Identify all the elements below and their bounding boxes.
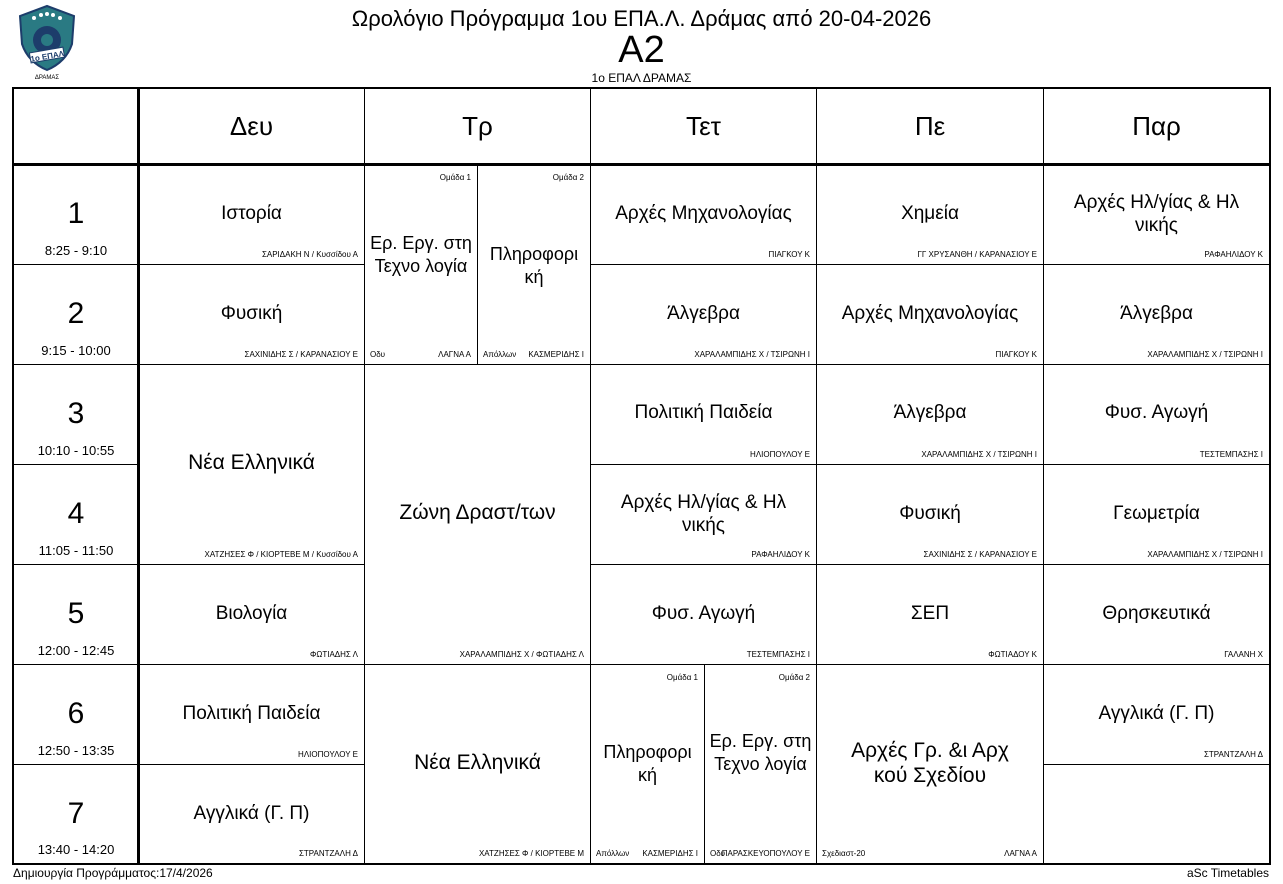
lesson-tue-3-5[interactable]: Ζώνη Δραστ/των ΧΑΡΑΛΑΜΠΙΔΗΣ Χ / ΦΩΤΙΑΔΗΣ Λ	[365, 365, 591, 665]
period-1: 1 8:25 - 9:10	[14, 165, 139, 265]
footer-generator: aSc Timetables	[1186, 866, 1269, 880]
lesson-fri-3[interactable]: Φυσ. Αγωγή ΤΕΣΤΕΜΠΑΣΗΣ Ι	[1044, 365, 1269, 465]
period-4: 4 11:05 - 11:50	[14, 465, 139, 565]
lesson-mon-7[interactable]: Αγγλικά (Γ. Π) ΣΤΡΑΝΤΖΑΛΗ Δ	[139, 765, 365, 863]
lesson-fri-2[interactable]: Άλγεβρα ΧΑΡΑΛΑΜΠΙΔΗΣ Χ / ΤΣΙΡΩΝΗ Ι	[1044, 265, 1269, 365]
lesson-fri-6[interactable]: Αγγλικά (Γ. Π) ΣΤΡΑΝΤΖΑΛΗ Δ	[1044, 665, 1269, 765]
day-header-mon: Δευ	[139, 89, 365, 165]
lesson-thu-2[interactable]: Αρχές Μηχανολογίας ΠΙΑΓΚΟΥ Κ	[817, 265, 1044, 365]
lesson-thu-1[interactable]: Χημεία ΓΓ ΧΡΥΣΑΝΘΗ / ΚΑΡΑΝΑΣΙΟΥ Ε	[817, 165, 1044, 265]
lesson-tue-6-7[interactable]: Νέα Ελληνικά ΧΑΤΖΗΣΕΣ Φ / ΚΙΟΡΤΕΒΕ Μ	[365, 665, 591, 863]
period-5: 5 12:00 - 12:45	[14, 565, 139, 665]
school-name: 1ο ΕΠΑΛ ΔΡΑΜΑΣ	[591, 71, 692, 85]
lesson-fri-5[interactable]: Θρησκευτικά ΓΑΛΑΝΗ Χ	[1044, 565, 1269, 665]
lesson-thu-3[interactable]: Άλγεβρα ΧΑΡΑΛΑΜΠΙΔΗΣ Χ / ΤΣΙΡΩΝΗ Ι	[817, 365, 1044, 465]
header-row-divider	[14, 163, 1269, 166]
period-3: 3 10:10 - 10:55	[14, 365, 139, 465]
lesson-thu-5[interactable]: ΣΕΠ ΦΩΤΙΑΔΟΥ Κ	[817, 565, 1044, 665]
lesson-thu-4[interactable]: Φυσική ΣΑΧΙΝΙΔΗΣ Σ / ΚΑΡΑΝΑΣΙΟΥ Ε	[817, 465, 1044, 565]
footer-created: Δημιουργία Προγράμματος:17/4/2026	[13, 866, 213, 880]
lesson-tue-1-2-group-2[interactable]: Ομάδα 2 Πληροφορι κή Απόλλων ΚΑΣΜΕΡΙΔΗΣ Ι	[478, 165, 591, 365]
day-header-tue: Τρ	[365, 89, 591, 165]
lesson-mon-5[interactable]: Βιολογία ΦΩΤΙΑΔΗΣ Λ	[139, 565, 365, 665]
day-header-wed: Τετ	[591, 89, 817, 165]
period-column-divider	[137, 89, 140, 863]
class-name: Α2	[618, 29, 665, 71]
period-6: 6 12:50 - 13:35	[14, 665, 139, 765]
page-title: Ωρολόγιο Πρόγραμμα 1ου ΕΠΑ.Λ. Δράμας από 20-04-2026	[351, 6, 932, 31]
lesson-mon-3-4[interactable]: Νέα Ελληνικά ΧΑΤΖΗΣΕΣ Φ / ΚΙΟΡΤΕΒΕ Μ / Κυσσίδου Α	[139, 365, 365, 565]
lesson-wed-3[interactable]: Πολιτική Παιδεία ΗΛΙΟΠΟΥΛΟΥ Ε	[591, 365, 817, 465]
period-2: 2 9:15 - 10:00	[14, 265, 139, 365]
period-7: 7 13:40 - 14:20	[14, 765, 139, 863]
day-header-fri: Παρ	[1044, 89, 1269, 165]
lesson-wed-2[interactable]: Άλγεβρα ΧΑΡΑΛΑΜΠΙΔΗΣ Χ / ΤΣΙΡΩΝΗ Ι	[591, 265, 817, 365]
svg-text:1ο ΕΠΑΛ: 1ο ΕΠΑΛ	[29, 49, 65, 64]
lesson-wed-6-7-group-2[interactable]: Ομάδα 2 Ερ. Εργ. στη Τεχνο λογία Οδυ ΠΑΡΑΣΚΕΥΟΠΟΥΛΟΥ Ε	[705, 665, 817, 863]
lesson-thu-6-7[interactable]: Αρχές Γρ. &ι Αρχ κού Σχεδίου Σχεδιαστ-20 ΛΑΓΝΑ Α	[817, 665, 1044, 863]
empty-fri-7	[1044, 765, 1269, 863]
lesson-tue-1-2-group-1[interactable]: Ομάδα 1 Ερ. Εργ. στη Τεχνο λογία Οδυ ΛΑΓΝΑ Α	[365, 165, 478, 365]
timetable-grid	[12, 87, 1271, 865]
lesson-mon-6[interactable]: Πολιτική Παιδεία ΗΛΙΟΠΟΥΛΟΥ Ε	[139, 665, 365, 765]
corner-cell	[14, 89, 139, 165]
lesson-wed-4[interactable]: Αρχές Ηλ/γίας & Ηλ νικής ΡΑΦΑΗΛΙΔΟΥ Κ	[591, 465, 817, 565]
lesson-fri-4[interactable]: Γεωμετρία ΧΑΡΑΛΑΜΠΙΔΗΣ Χ / ΤΣΙΡΩΝΗ Ι	[1044, 465, 1269, 565]
lesson-wed-5[interactable]: Φυσ. Αγωγή ΤΕΣΤΕΜΠΑΣΗΣ Ι	[591, 565, 817, 665]
lesson-mon-1[interactable]: Ιστορία ΣΑΡΙΔΑΚΗ Ν / Κυσσίδου Α	[139, 165, 365, 265]
day-header-thu: Πε	[817, 89, 1044, 165]
lesson-mon-2[interactable]: Φυσική ΣΑΧΙΝΙΔΗΣ Σ / ΚΑΡΑΝΑΣΙΟΥ Ε	[139, 265, 365, 365]
lesson-fri-1[interactable]: Αρχές Ηλ/γίας & Ηλ νικής ΡΑΦΑΗΛΙΔΟΥ Κ	[1044, 165, 1269, 265]
lesson-wed-6-7-group-1[interactable]: Ομάδα 1 Πληροφορι κή Απόλλων ΚΑΣΜΕΡΙΔΗΣ Ι	[591, 665, 705, 863]
lesson-wed-1[interactable]: Αρχές Μηχανολογίας ΠΙΑΓΚΟΥ Κ	[591, 165, 817, 265]
logo-caption: ΔΡΑΜΑΣ	[34, 75, 60, 81]
